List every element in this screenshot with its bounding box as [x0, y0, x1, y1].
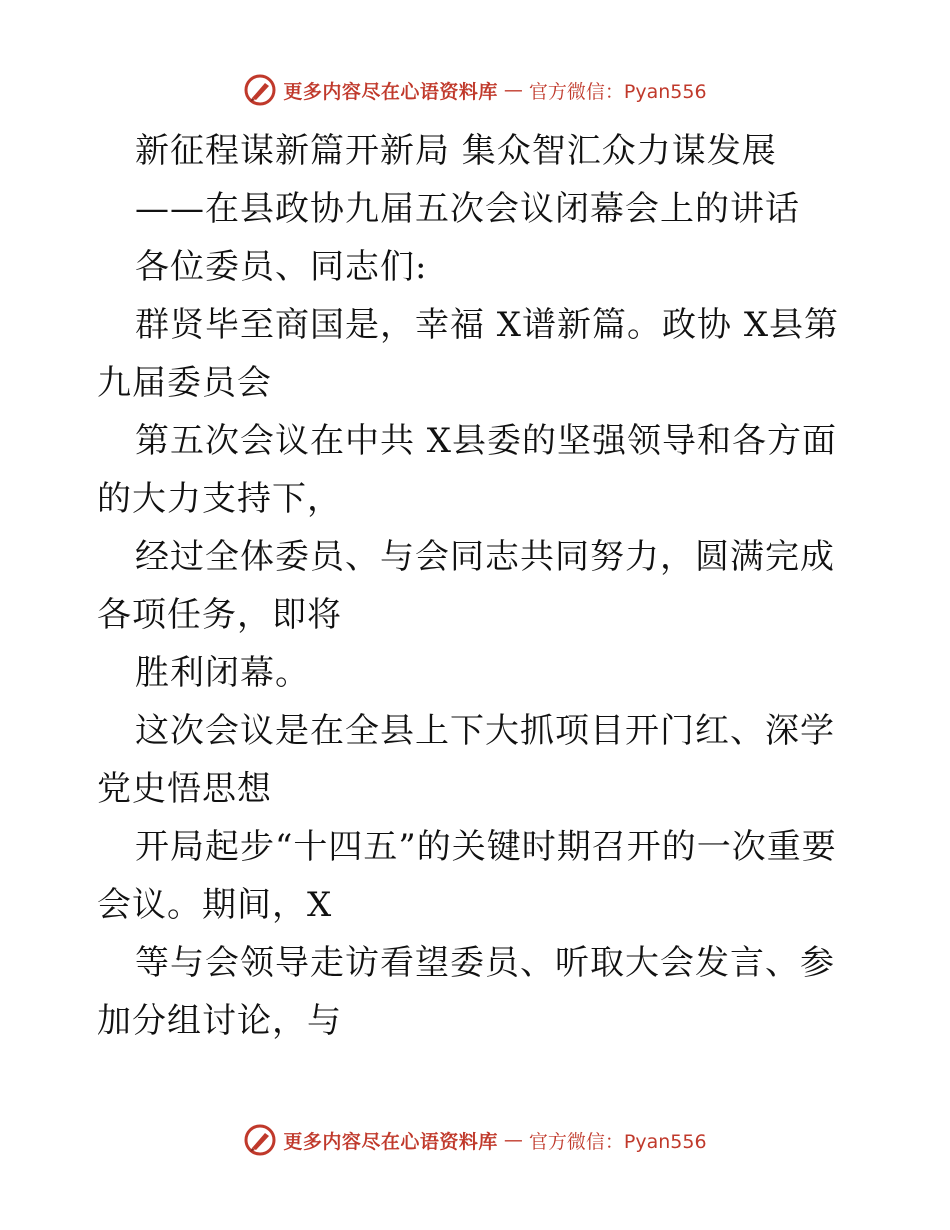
doc-paragraph: 开局起步“十四五”的关键时期召开的一次重要会议。期间，X: [97, 827, 837, 925]
document-body: [97, 122, 857, 1050]
doc-title: 新征程谋新篇开新局 集众智汇众力谋发展: [135, 131, 777, 171]
watermark-text: 更多内容尽在心语资料库: [283, 80, 498, 103]
watermark-wechat: 官方微信：Pyan556: [528, 80, 707, 103]
watermark-dash: —: [503, 79, 523, 101]
doc-salutation: 各位委员、同志们:: [135, 247, 428, 287]
pen-logo-icon: [243, 1123, 277, 1157]
doc-paragraph: 群贤毕至商国是，幸福 X谱新篇。政协 X县第九届委员会: [97, 305, 840, 403]
watermark-footer: [0, 1122, 950, 1158]
doc-paragraph: 胜利闭幕。: [135, 653, 310, 693]
doc-paragraph: 等与会领导走访看望委员、听取大会发言、参加分组讨论，与: [97, 943, 835, 1041]
doc-paragraph: 第五次会议在中共 X县委的坚强领导和各方面的大力支持下，: [97, 421, 838, 519]
watermark-header: [0, 72, 950, 108]
doc-paragraph: 这次会议是在全县上下大抓项目开门红、深学党史悟思想: [97, 711, 835, 809]
doc-subtitle: ——在县政协九届五次会议闭幕会上的讲话: [135, 189, 800, 229]
watermark-wechat: 官方微信：Pyan556: [528, 1130, 707, 1153]
watermark-text: 更多内容尽在心语资料库: [283, 1130, 498, 1153]
watermark-dash: —: [503, 1129, 523, 1151]
pen-logo-icon: [243, 73, 277, 107]
doc-paragraph: 经过全体委员、与会同志共同努力，圆满完成各项任务，即将: [97, 537, 835, 635]
